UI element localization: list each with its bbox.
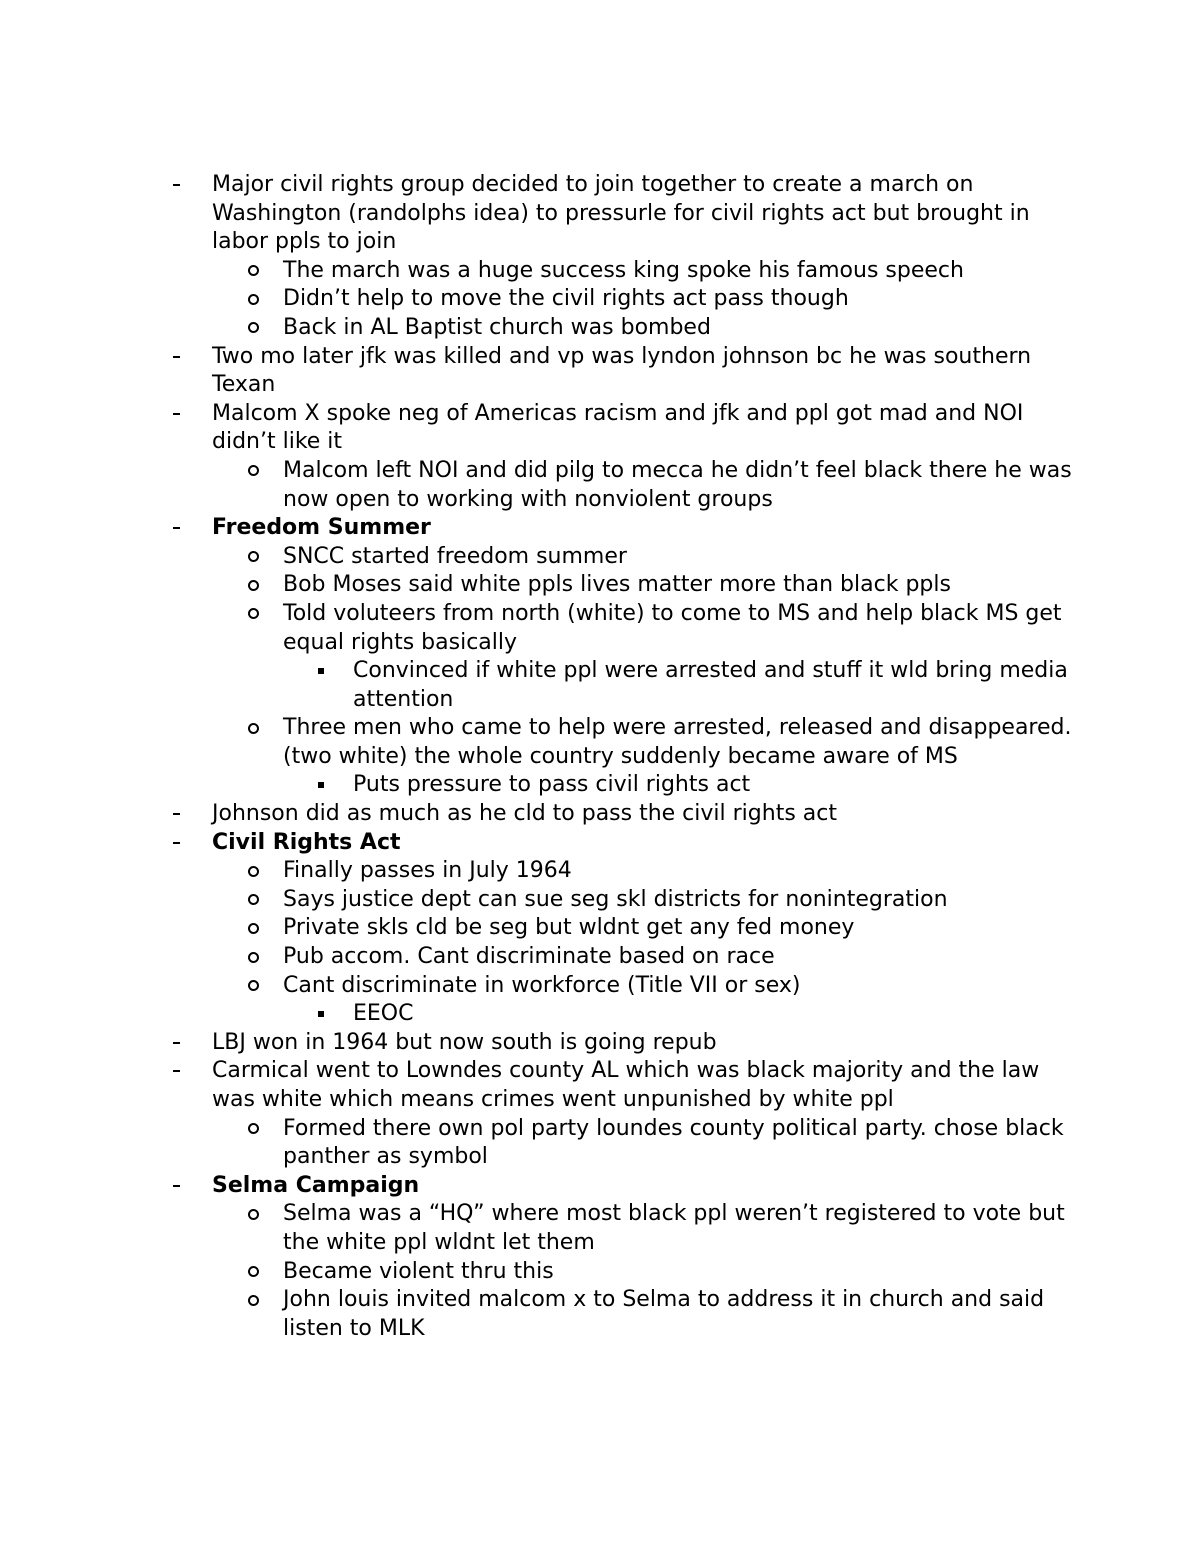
note-item-level-1 [0, 1115, 1073, 1172]
note-item-level-1 [0, 714, 1073, 771]
note-text: Became violent thru this [283, 1258, 554, 1284]
circle-bullet-icon [248, 457, 259, 486]
square-bullet-icon [318, 1000, 324, 1029]
note-item-level-1 [0, 972, 1073, 1001]
circle-bullet-icon [248, 543, 259, 572]
note-text: Formed there own pol party loundes county political party. chose black panther as symbol [283, 1115, 1064, 1170]
note-item-level-1 [0, 1200, 1073, 1257]
note-item-level-1 [0, 886, 1073, 915]
note-item-level-0 [0, 829, 1072, 858]
note-text: Johnson did as much as he cld to pass the civil rights act [212, 801, 837, 827]
circle-bullet-icon [248, 1258, 259, 1287]
note-item-level-0 [0, 514, 1072, 543]
circle-bullet-icon [248, 714, 259, 743]
note-item-level-1 [0, 457, 1073, 514]
note-item-level-0 [0, 1029, 1072, 1058]
note-item-level-0 [0, 400, 1072, 457]
note-text: Malcom left NOI and did pilg to mecca he didn’t feel black there he was now open to working with nonviolent groups [283, 457, 1072, 512]
section-heading: Civil Rights Act [212, 829, 401, 855]
note-item-level-1 [0, 857, 1073, 886]
note-item-level-1 [0, 571, 1073, 600]
note-item-level-0 [0, 171, 1072, 257]
note-text: LBJ won in 1964 but now south is going repub [212, 1029, 717, 1055]
square-bullet-icon [318, 657, 324, 686]
dash-bullet-icon [173, 829, 180, 858]
section-heading: Freedom Summer [212, 515, 431, 541]
circle-bullet-icon [248, 1115, 259, 1144]
dash-bullet-icon [173, 1057, 180, 1086]
note-item-level-1 [0, 285, 1073, 314]
circle-bullet-icon [248, 972, 259, 1001]
circle-bullet-icon [248, 600, 259, 629]
circle-bullet-icon [248, 1286, 259, 1315]
note-text: Selma was a “HQ” where most black ppl weren’t registered to vote but the white ppl wldnt let them [283, 1201, 1065, 1255]
note-item-level-1 [0, 257, 1073, 286]
note-text: Finally passes in July 1964 [283, 858, 572, 884]
note-item-level-1 [0, 943, 1073, 972]
circle-bullet-icon [248, 914, 259, 943]
note-text: Two mo later jfk was killed and vp was lyndon johnson bc he was southern Texan [212, 343, 1032, 398]
note-item-level-1 [0, 543, 1073, 572]
note-item-level-2 [0, 657, 1073, 714]
note-text: Cant discriminate in workforce (Title VII or sex) [283, 972, 801, 998]
note-text: The march was a huge success king spoke his famous speech [283, 257, 964, 283]
circle-bullet-icon [248, 571, 259, 600]
note-item-level-1 [0, 914, 1073, 943]
note-item-level-0 [0, 800, 1072, 829]
note-text: Pub accom. Cant discriminate based on race [283, 944, 775, 970]
dash-bullet-icon [173, 514, 180, 543]
circle-bullet-icon [248, 857, 259, 886]
note-text: John louis invited malcom x to Selma to address it in church and said listen to MLK [283, 1287, 1045, 1341]
circle-bullet-icon [248, 886, 259, 915]
dash-bullet-icon [173, 171, 180, 200]
circle-bullet-icon [248, 257, 259, 286]
circle-bullet-icon [248, 943, 259, 972]
notes-document [0, 171, 1200, 1343]
note-text: Didn’t help to move the civil rights act pass though [283, 286, 849, 312]
circle-bullet-icon [248, 1200, 259, 1229]
circle-bullet-icon [248, 314, 259, 343]
dash-bullet-icon [173, 1029, 180, 1058]
dash-bullet-icon [173, 1172, 180, 1201]
note-item-level-2 [0, 1000, 1073, 1029]
note-item-level-1 [0, 1286, 1073, 1343]
note-item-level-0 [0, 1057, 1072, 1114]
note-text: Back in AL Baptist church was bombed [283, 314, 711, 340]
note-text: Private skls cld be seg but wldnt get any fed money [283, 915, 855, 941]
note-text: Major civil rights group decided to join together to create a march on Washington (randolphs idea) to pressurle for civil rights act but brought in labor ppls to join [212, 172, 1030, 255]
note-text: Convinced if white ppl were arrested and stuff it wld bring media attention [353, 658, 1068, 712]
note-item-level-1 [0, 314, 1073, 343]
note-item-level-1 [0, 600, 1073, 657]
section-heading: Selma Campaign [212, 1172, 420, 1198]
note-text: Three men who came to help were arrested, released and disappeared. (two white) the whole country suddenly became aware of MS [283, 715, 1072, 769]
note-item-level-0 [0, 1172, 1072, 1201]
dash-bullet-icon [173, 343, 180, 372]
note-text: Malcom X spoke neg of Americas racism and jfk and ppl got mad and NOI didn’t like it [212, 400, 1024, 455]
note-text: Told voluteers from north (white) to come to MS and help black MS get equal rights basically [283, 600, 1062, 655]
note-text: Bob Moses said white ppls lives matter more than black ppls [283, 572, 951, 598]
note-text: SNCC started freedom summer [283, 543, 627, 569]
note-text: Carmical went to Lowndes county AL which was black majority and the law was white which means crimes went unpunished by white ppl [212, 1058, 1040, 1112]
note-text: EEOC [353, 1001, 414, 1027]
circle-bullet-icon [248, 285, 259, 314]
note-text: Says justice dept can sue seg skl districts for nonintegration [283, 886, 948, 912]
dash-bullet-icon [173, 800, 180, 829]
square-bullet-icon [318, 771, 324, 800]
dash-bullet-icon [173, 400, 180, 429]
note-item-level-0 [0, 343, 1072, 400]
note-item-level-1 [0, 1258, 1073, 1287]
note-item-level-2 [0, 771, 1073, 800]
note-text: Puts pressure to pass civil rights act [353, 772, 751, 798]
